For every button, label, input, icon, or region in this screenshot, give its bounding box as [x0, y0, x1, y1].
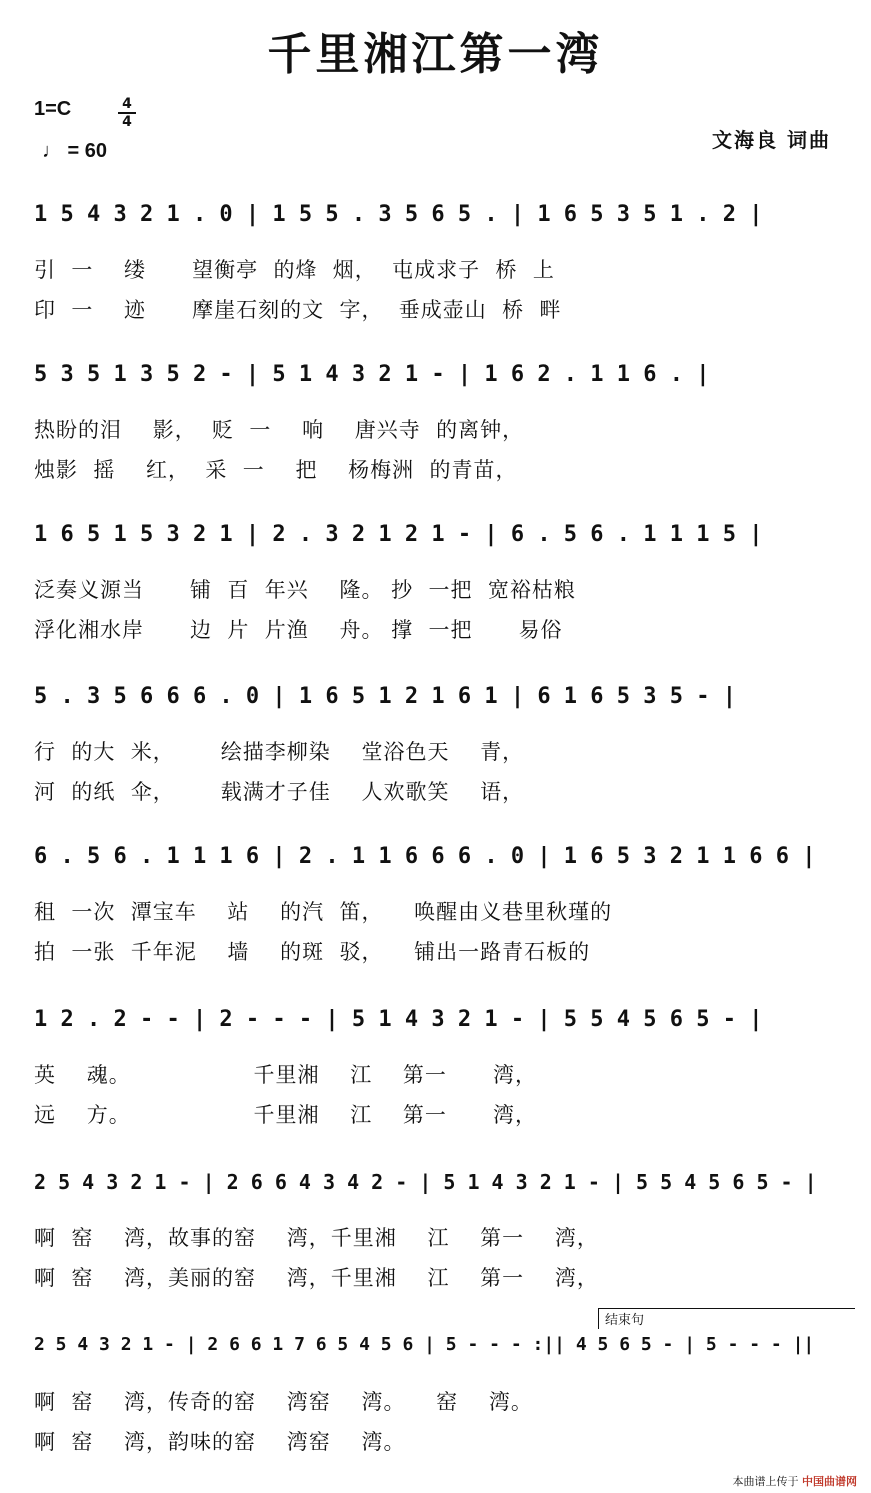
song-title: 千里湘江第一湾: [267, 29, 604, 80]
lyrics-verse-1: 英 魂。 千里湘 江 第一 湾，: [34, 1063, 537, 1087]
lyrics-verse-2: 河 的纸 伞， 载满才子佳 人欢歌笑 语，: [34, 780, 525, 804]
notes-line: [34, 190, 852, 238]
notes-line: [34, 510, 852, 558]
notes-text: 5 . 3 5 6 6 6 . 0 | 1 6 5 1 2 1 6 1 | 6 1 6 5 3 5 - |: [34, 684, 736, 709]
notes-text: 1 5 4 3 2 1 . 0 | 1 5 5 . 3 5 6 5 . | 1 6 5 3 5 1 . 2 |: [34, 202, 763, 227]
ending-label: 结束句: [598, 1308, 855, 1329]
key-signature: 1=C: [34, 98, 72, 120]
notes-text: 1 2 . 2 - - | 2 - - - | 5 1 4 3 2 1 - | 5 5 4 5 6 5 - |: [34, 1007, 763, 1032]
lyrics-verse-1: 啊 窑 湾，故事的窑 湾，千里湘 江 第一 湾，: [34, 1226, 599, 1250]
notes-line: [34, 832, 852, 880]
footer-site: 中国曲谱网: [802, 1475, 857, 1488]
notes-line: [34, 1322, 852, 1370]
notes-line: [34, 995, 852, 1043]
footer: [733, 1473, 858, 1489]
footer-text: 本曲谱上传于: [732, 1475, 799, 1488]
notes-text: 1 6 5 1 5 3 2 1 | 2 . 3 2 1 2 1 - | 6 . 5 6 . 1 1 1 5 |: [34, 522, 763, 547]
lyrics-verse-1: 行 的大 米， 绘描李柳染 堂浴色天 青，: [34, 740, 525, 764]
lyrics-verse-2: 啊 窑 湾，韵味的窑 湾窑 湾。: [34, 1430, 406, 1454]
lyrics-verse-2: 浮化湘水岸 边 片 片渔 舟。 撑 一把 易俗: [34, 618, 563, 642]
lyrics-verse-2: 远 方。 千里湘 江 第一 湾，: [34, 1103, 537, 1127]
lyrics-verse-2: 啊 窑 湾，美丽的窑 湾，千里湘 江 第一 湾，: [34, 1266, 599, 1290]
author-credit: 文海良 词曲: [712, 128, 831, 152]
lyrics-verse-1: 引 一 缕 望衡亭 的烽 烟， 屯成求子 桥 上: [34, 258, 555, 282]
notes-text: 6 . 5 6 . 1 1 1 6 | 2 . 1 1 6 6 6 . 0 | 1 6 5 3 2 1 1 6 6 |: [34, 844, 816, 869]
lyrics-verse-1: 租 一次 潭宝车 站 的汽 笛， 唤醒由义巷里秋瑾的: [34, 900, 613, 924]
lyrics-verse-1: 热盼的泪 影， 贬 一 响 唐兴寺 的离钟，: [34, 418, 525, 442]
notes-text: 5 3 5 1 3 5 2 - | 5 1 4 3 2 1 - | 1 6 2 . 1 1 6 . |: [34, 362, 710, 387]
lyrics-verse-1: 泛奏义源当 铺 百 年兴 隆。 抄 一把 宽裕枯粮: [34, 578, 576, 602]
time-signature-top: 4: [122, 96, 132, 112]
tempo-marking: ♩ = 60: [42, 140, 108, 162]
lyrics-verse-2: 拍 一张 千年泥 墙 的斑 驳， 铺出一路青石板的: [34, 940, 591, 964]
notes-line: [34, 350, 852, 398]
lyrics-verse-1: 啊 窑 湾，传奇的窑 湾窑 湾。 窑 湾。: [34, 1390, 533, 1414]
lyrics-verse-2: 印 一 迹 摩崖石刻的文 字， 垂成壶山 桥 畔: [34, 298, 562, 322]
time-signature: [118, 96, 136, 130]
lyrics-verse-2: 烛影 摇 红， 采 一 把 杨梅洲 的青苗，: [34, 458, 518, 482]
notes-text: 2 5 4 3 2 1 - | 2 6 6 1 7 6 5 4 5 6 | 5 - - - :|| 4 5 6 5 - | 5 - - - ||: [34, 1334, 815, 1355]
notes-text: 2 5 4 3 2 1 - | 2 6 6 4 3 4 2 - | 5 1 4 3 2 1 - | 5 5 4 5 6 5 - |: [34, 1170, 817, 1194]
notes-line: [34, 672, 852, 720]
notes-line: [34, 1158, 852, 1206]
time-signature-bottom: 4: [118, 112, 136, 130]
